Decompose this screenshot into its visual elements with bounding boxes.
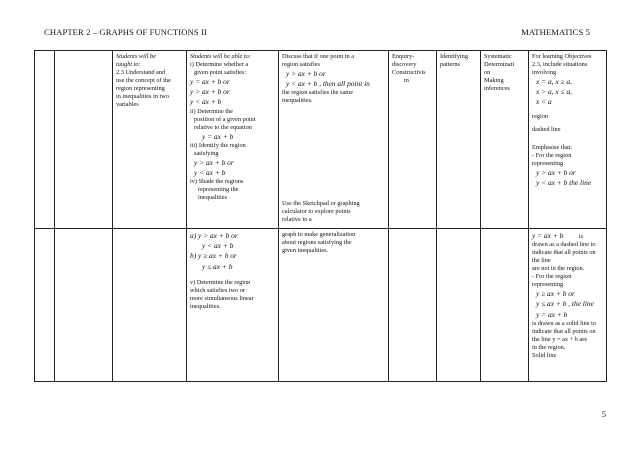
table-row bbox=[35, 51, 607, 229]
learning-outcomes-cell: Students will be able to: i) Determine whether a given point satisfies: y = ax + b or y > ax + b or y < ax + b ii) Determine the position of a given point relative to the equation y = ax + b iii) Identify the region satisfying y > ax + b or y < ax + b iv) Shade the regions representing the inequalities bbox=[187, 51, 279, 229]
moral-values-cell bbox=[389, 229, 437, 382]
notes-cell: y = ax + b is drawn as a dashed line to indicate that all points on the line are not in the region. - For the region representing y ≥ ax + b or y ≤ ax + b , the line y = ax + b is drawn as a solid line to indicate that all points on the line y = ax + b are in the region. Solid line bbox=[529, 229, 607, 382]
thinking-skills-cell: Identifying patterns bbox=[437, 51, 481, 229]
page-number: 5 bbox=[601, 409, 606, 419]
moral-values-cell: Enquiry- discovery Constructivis m bbox=[389, 51, 437, 229]
table-row bbox=[35, 229, 607, 382]
suggested-activities-cell: Discuss that if one point in a region satisfies y > ax + b or y < ax + b , then all point in the region satisfies the same inequalities. Use the Sketchpad or graphing calculator to explore points relative to a bbox=[279, 51, 389, 229]
syllabus-table bbox=[34, 50, 607, 382]
blank-cell bbox=[55, 229, 113, 382]
thinking-strategies-cell bbox=[481, 229, 529, 382]
page-header-subject: MATHEMATICS 5 bbox=[521, 27, 590, 37]
thinking-strategies-cell: Systematic Determinati on Making inferences bbox=[481, 51, 529, 229]
learning-outcomes-cell: a) y > ax + b or y < ax + b b) y ≥ ax + b or y ≤ ax + b v) Determine the region which satisfies two or more simultaneous linear inequalities. bbox=[187, 229, 279, 382]
notes-cell: For learning Objectives 2.3, include situations involving x = a, x ≥ a, x > a, x ≤ a, x < a region dashed line Emphasise that: - For the region representing y > ax + b or y < ax + b the line bbox=[529, 51, 607, 229]
learning-objectives-cell: Students will be taught to: 2.3 Understand and use the concept of the region representing in inequalities in two variables bbox=[113, 51, 187, 229]
week-cell bbox=[35, 229, 55, 382]
learning-objectives-cell bbox=[113, 229, 187, 382]
thinking-skills-cell bbox=[437, 229, 481, 382]
page-header-chapter: CHAPTER 2 – GRAPHS OF FUNCTIONS II bbox=[44, 27, 207, 37]
blank-cell bbox=[55, 51, 113, 229]
week-cell bbox=[35, 51, 55, 229]
suggested-activities-cell: graph to make generalization about regions satisfying the given inequalities. bbox=[279, 229, 389, 382]
